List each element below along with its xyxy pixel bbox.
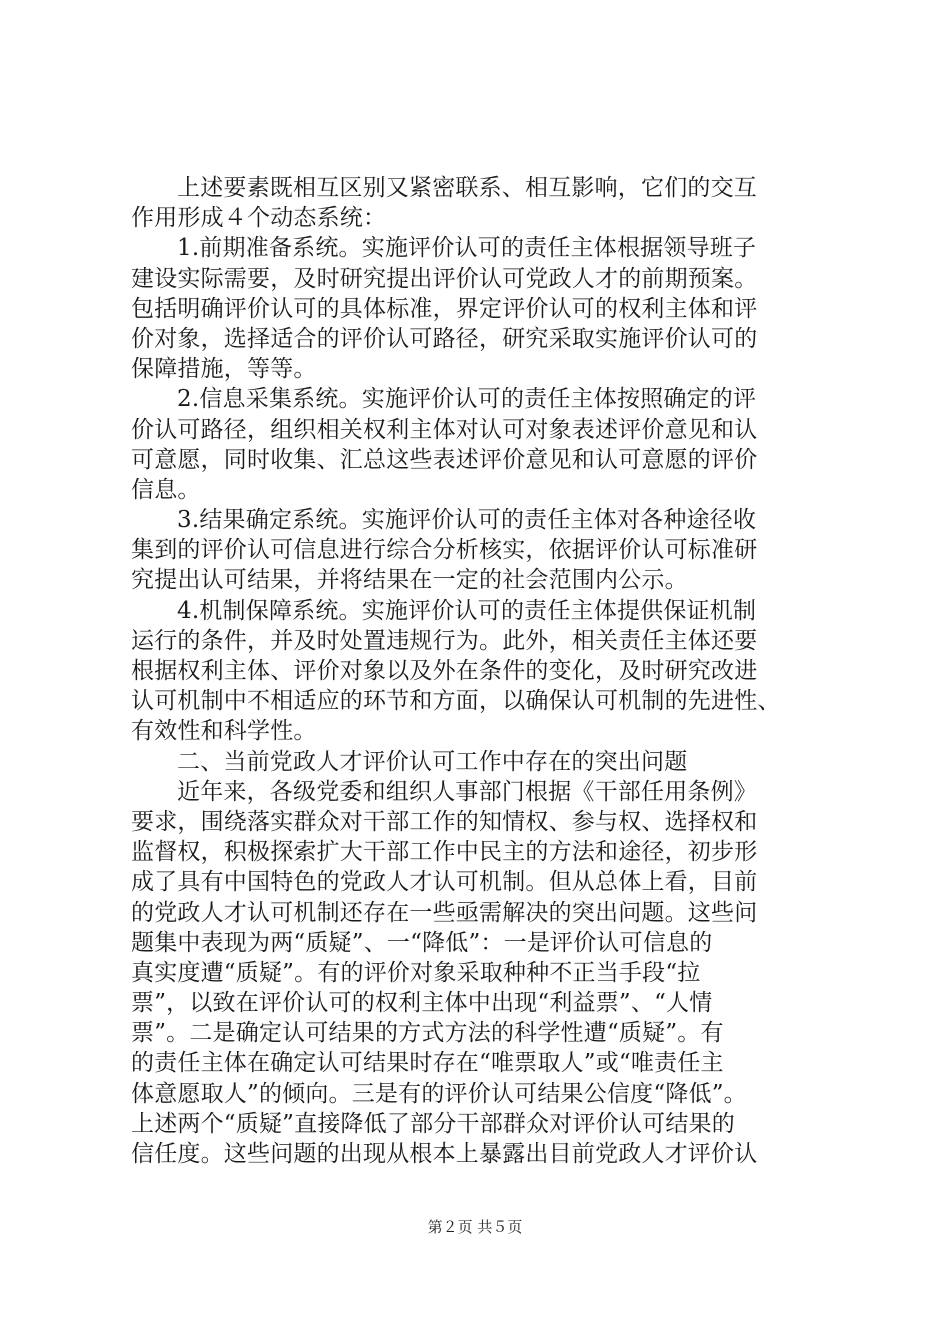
page-number-footer: 第２页 共５页: [427, 1218, 523, 1236]
text-line: 可意愿，同时收集、汇总这些表述评价意见和认可意愿的评价: [131, 446, 758, 473]
text-line: 成了具有中国特色的党政人才认可机制。但从总体上看，目前: [131, 869, 758, 896]
text-line: 票”。二是确定认可结果的方式方法的科学性遭“质疑”。有: [131, 1020, 724, 1047]
text-line: 包括明确评价认可的具体标准，界定评价认可的权利主体和评: [131, 295, 758, 322]
text-line: 4.机制保障系统。实施评价认可的责任主体提供保证机制: [177, 597, 757, 624]
text-line: 的责任主体在确定认可结果时存在“唯票取人”或“唯责任主: [131, 1050, 724, 1077]
text-line: 信息。: [131, 476, 201, 503]
text-line: 票”，以致在评价认可的权利主体中出现“利益票”、“人情: [131, 990, 713, 1017]
text-line: 上述要素既相互区别又紧密联系、相互影响，它们的交互: [177, 175, 757, 201]
text-line: 运行的条件，并及时处置违规行为。此外，相关责任主体还要: [131, 627, 758, 654]
text-line: 1.前期准备系统。实施评价认可的责任主体根据领导班子: [177, 235, 757, 262]
text-line: 要求，围绕落实群众对干部工作的知情权、参与权、选择权和: [131, 808, 758, 835]
text-line: 3.结果确定系统。实施评价认可的责任主体对各种途径收: [177, 507, 757, 534]
text-line: 信任度。这些问题的出现从根本上暴露出目前党政人才评价认: [131, 1141, 758, 1167]
text-line: 体意愿取人”的倾向。三是有的评价认可结果公信度“降低”。: [131, 1080, 747, 1107]
text-line: 根据权利主体、评价对象以及外在条件的变化，及时研究改进: [131, 658, 758, 684]
text-line: 上述两个“质疑”直接降低了部分干部群众对评价认可结果的: [131, 1110, 735, 1137]
body-text: [131, 173, 831, 1169]
text-line: 有效性和科学性。: [131, 718, 317, 745]
text-line: 保障措施，等等。: [131, 356, 317, 383]
section-heading: 二、当前党政人才评价认可工作中存在的突出问题: [177, 748, 688, 775]
text-line: 题集中表现为两“质疑”、一“降低”：一是评价认可信息的: [131, 929, 713, 956]
text-line: 集到的评价认可信息进行综合分析核实，依据评价认可标准研: [131, 537, 758, 564]
text-line: 近年来，各级党委和组织人事部门根据《干部任用条例》: [177, 778, 757, 805]
text-line: 认可机制中不相适应的环节和方面，以确保认可机制的先进性、: [131, 688, 781, 715]
text-line: 作用形成４个动态系统：: [131, 205, 387, 232]
text-line: 建设实际需要，及时研究提出评价认可党政人才的前期预案。: [131, 265, 758, 292]
text-line: 真实度遭“质疑”。有的评价对象采取种种不正当手段“拉: [131, 959, 701, 986]
text-line: 的党政人才认可机制还存在一些亟需解决的突出问题。这些问: [131, 899, 758, 926]
text-line: 2.信息采集系统。实施评价认可的责任主体按照确定的评: [177, 386, 757, 413]
text-line: 价对象，选择适合的评价认可路径，研究采取实施评价认可的: [131, 325, 758, 352]
text-line: 价认可路径，组织相关权利主体对认可对象表述评价意见和认: [131, 416, 758, 443]
text-line: 监督权，积极探索扩大干部工作中民主的方法和途径，初步形: [131, 839, 758, 866]
text-line: 究提出认可结果，并将结果在一定的社会范围内公示。: [131, 567, 688, 594]
